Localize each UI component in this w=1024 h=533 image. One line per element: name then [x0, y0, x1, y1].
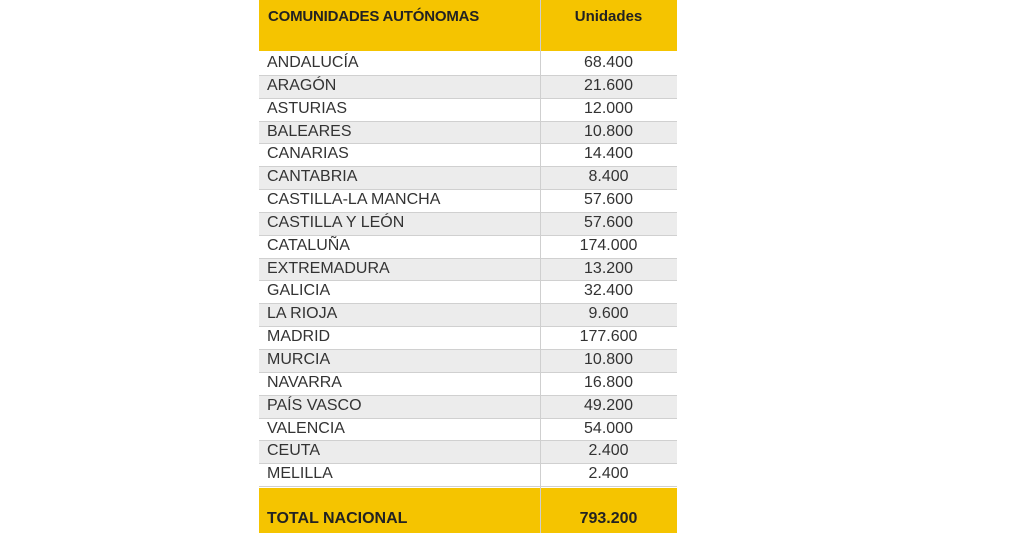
table-row — [259, 396, 677, 419]
table-row — [259, 53, 677, 76]
units-value: 2.400 — [588, 465, 629, 483]
table-row — [259, 122, 677, 145]
table-row — [259, 144, 677, 167]
table-row — [259, 76, 677, 99]
units-value: 57.600 — [584, 213, 633, 231]
table-body — [259, 53, 677, 487]
table-header — [259, 0, 677, 51]
region-name: NAVARRA — [267, 373, 342, 391]
table-row — [259, 464, 677, 487]
units-value: 57.600 — [584, 191, 633, 209]
region-name: CANTABRIA — [267, 168, 358, 186]
table-row — [259, 99, 677, 122]
units-value: 21.600 — [584, 76, 633, 94]
region-name: CASTILLA-LA MANCHA — [267, 191, 441, 209]
region-name: MADRID — [267, 328, 331, 346]
table-row — [259, 304, 677, 327]
units-value: 2.400 — [588, 442, 629, 460]
header-region-label: COMUNIDADES AUTÓNOMAS — [268, 8, 480, 25]
total-label: TOTAL NACIONAL — [267, 510, 408, 527]
units-value: 10.800 — [584, 350, 633, 368]
region-name: MURCIA — [267, 350, 331, 368]
region-name: PAÍS VASCO — [267, 396, 362, 414]
units-value: 49.200 — [584, 396, 633, 414]
units-value: 16.800 — [584, 373, 633, 391]
region-name: ANDALUCÍA — [267, 54, 359, 71]
units-value: 13.200 — [584, 259, 633, 277]
region-name: MELILLA — [267, 465, 333, 483]
table-row — [259, 441, 677, 464]
region-name: CANARIAS — [267, 145, 349, 163]
units-value: 54.000 — [584, 419, 633, 437]
total-value: 793.200 — [579, 510, 638, 527]
table-row — [259, 167, 677, 190]
region-name: EXTREMADURA — [267, 259, 390, 277]
region-name: CATALUÑA — [267, 236, 350, 254]
table-row — [259, 236, 677, 259]
region-name: ARAGÓN — [267, 76, 337, 94]
region-name: LA RIOJA — [267, 305, 338, 323]
units-value: 10.800 — [584, 122, 633, 140]
region-name: ASTURIAS — [267, 99, 348, 117]
table-footer-total — [259, 488, 677, 533]
units-table — [259, 0, 677, 533]
header-units-label: Unidades — [574, 8, 643, 25]
units-value: 32.400 — [584, 282, 633, 300]
table-row — [259, 259, 677, 282]
units-value: 177.600 — [579, 328, 638, 346]
region-name: BALEARES — [267, 122, 352, 140]
region-name: CASTILLA Y LEÓN — [267, 213, 405, 231]
table-row — [259, 281, 677, 304]
region-name: VALENCIA — [267, 419, 345, 437]
column-divider — [540, 0, 541, 533]
table-row — [259, 213, 677, 236]
units-value: 174.000 — [579, 236, 638, 254]
table-row — [259, 419, 677, 442]
region-name: GALICIA — [267, 282, 331, 300]
units-value: 12.000 — [584, 99, 633, 117]
units-value: 14.400 — [584, 145, 633, 163]
region-name: CEUTA — [267, 442, 321, 460]
units-value: 68.400 — [584, 54, 633, 71]
table-row — [259, 350, 677, 373]
units-value: 8.400 — [588, 168, 629, 186]
table-row — [259, 373, 677, 396]
table-row — [259, 190, 677, 213]
units-value: 9.600 — [588, 305, 629, 323]
table-row — [259, 327, 677, 350]
